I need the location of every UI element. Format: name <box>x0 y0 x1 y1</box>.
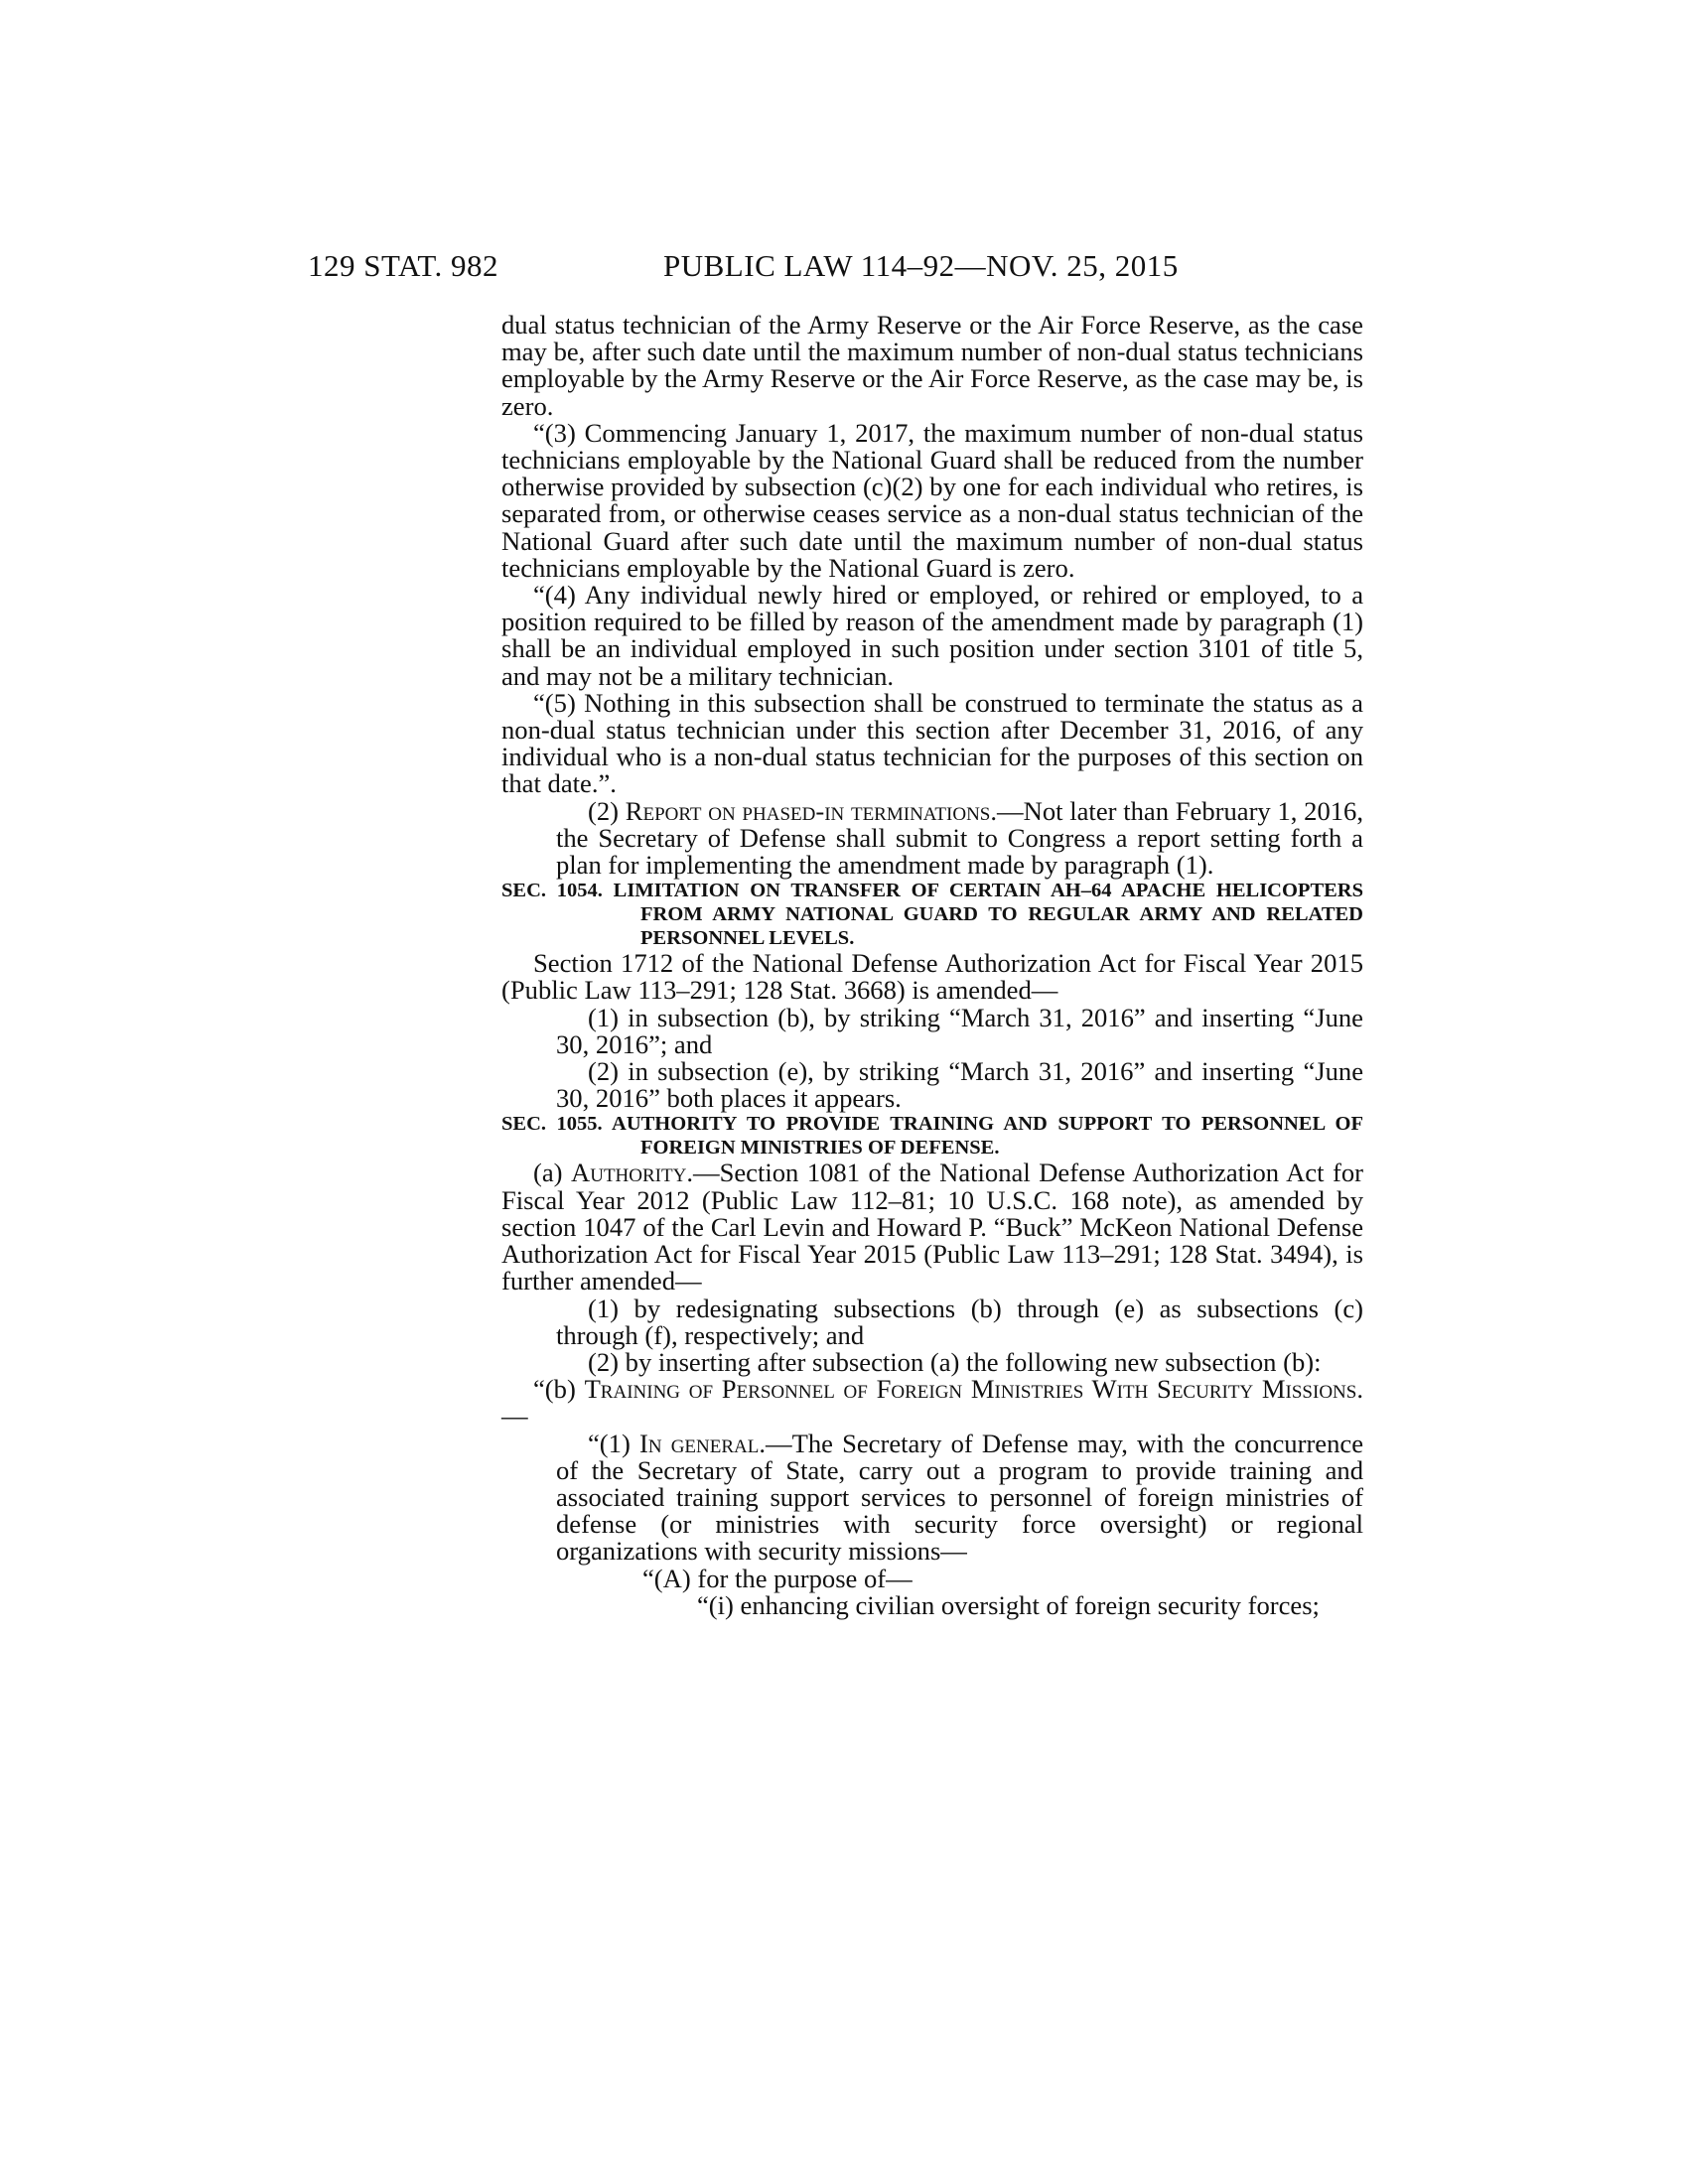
subsection-a-number: (a) <box>533 1158 572 1188</box>
subsection-b-paragraph-1 <box>501 1428 1364 1567</box>
section-1054-item-2: (2) in subsection (e), by striking “March 31, 2016” and inserting “June 30, 2016” both places it appears. <box>556 1056 1363 1114</box>
paragraph-1-heading: In general. <box>638 1428 766 1458</box>
subsection-b <box>501 1376 1363 1430</box>
paragraph-1-number: “(1) <box>588 1428 639 1458</box>
report-number: (2) <box>588 795 626 826</box>
running-head: PUBLIC LAW 114–92—NOV. 25, 2015 <box>663 248 1179 283</box>
section-1055-heading: SEC. 1055. AUTHORITY TO PROVIDE TRAINING AND SUPPORT TO PERSONNEL OF FOREIGN MINISTRIES OF DEFENSE. <box>501 1113 1363 1160</box>
statute-page-reference: 129 STAT. 982 <box>308 248 499 283</box>
report-paragraph <box>501 795 1363 881</box>
section-1054-item-1: (1) in subsection (b), by striking “March 31, 2016” and inserting “June 30, 2016”; and <box>556 1002 1363 1059</box>
subsection-a-heading: Authority. <box>571 1158 693 1188</box>
statute-body <box>501 312 1363 1619</box>
subsection-a-item-1: (1) by redesignating subsections (b) through (e) as subsections (c) through (f), respectively; and <box>556 1293 1363 1350</box>
subsection-b-heading: Training of Personnel of Foreign Ministries With Security Missions. <box>584 1374 1363 1405</box>
page-header <box>0 248 1688 298</box>
paragraph-3: “(3) Commencing January 1, 2017, the maximum number of non-dual status technicians employable by the National Guard shall be reduced from the number otherwise provided by subsection (c)(2) by one for each individual who retires, is separated from, or otherwise ceases service as a non-dual status technician of the National Guard after such date until the maximum number of non-dual status technicians employable by the National Guard is zero. <box>501 417 1363 583</box>
paragraph-continuation: dual status technician of the Army Reserve or the Air Force Reserve, as the case may be, after such date until the maximum number of non-dual status technicians employable by the Army Reserve or the Air Force Reserve, as the case may be, is zero. <box>501 310 1363 421</box>
subsection-a-body: —Section 1081 of the National Defense Authorization Act for Fiscal Year 2012 (Public Law 112–81; 10 U.S.C. 168 note), as amended by section 1047 of the Carl Levin and Howard P. “Buck” McKeon National Defense Authorization Act for Fiscal Year 2015 (Public Law 113–291; 128 Stat. 3494), is further amended— <box>501 1158 1363 1297</box>
section-1054-heading: SEC. 1054. LIMITATION ON TRANSFER OF CERTAIN AH–64 APACHE HELICOPTERS FROM ARMY NATIONAL GUARD TO REGULAR ARMY AND RELATED PERSONNEL LEVELS. <box>501 880 1363 950</box>
subsection-b-number: “(b) <box>533 1374 585 1405</box>
clause-i: “(i) enhancing civilian oversight of foreign security forces; <box>697 1589 1320 1620</box>
subsection-a <box>501 1160 1363 1295</box>
section-1054-intro: Section 1712 of the National Defense Authorization Act for Fiscal Year 2015 (Public Law 113–291; 128 Stat. 3668) is amended— <box>501 948 1363 1006</box>
paragraph-4: “(4) Any individual newly hired or employed, or rehired or employed, to a position required to be filled by reason of the amendment made by paragraph (1) shall be an individual employed in such position under section 3101 of title 5, and may not be a military technician. <box>501 580 1363 691</box>
subsection-a-item-2: (2) by inserting after subsection (a) the following new subsection (b): <box>588 1346 1322 1377</box>
subparagraph-a: “(A) for the purpose of— <box>642 1563 913 1593</box>
subsection-b-dash: — <box>501 1401 528 1432</box>
paragraph-1-body: —The Secretary of Defense may, with the concurrence of the Secretary of State, carry out a program to provide training and associated training support services to personnel of foreign ministries of defense (or ministries with security force oversight) or regional organizations with security missions— <box>556 1428 1364 1567</box>
report-heading: Report on phased-in terminations. <box>625 795 998 826</box>
paragraph-5: “(5) Nothing in this subsection shall be construed to terminate the status as a non-dual status technician under this section after December 31, 2016, of any individual who is a non-dual status technician for the purposes of this section on that date.”. <box>501 687 1363 799</box>
report-body: —Not later than February 1, 2016, the Secretary of Defense shall submit to Congress a report setting forth a plan for implementing the amendment made by paragraph (1). <box>556 795 1363 881</box>
